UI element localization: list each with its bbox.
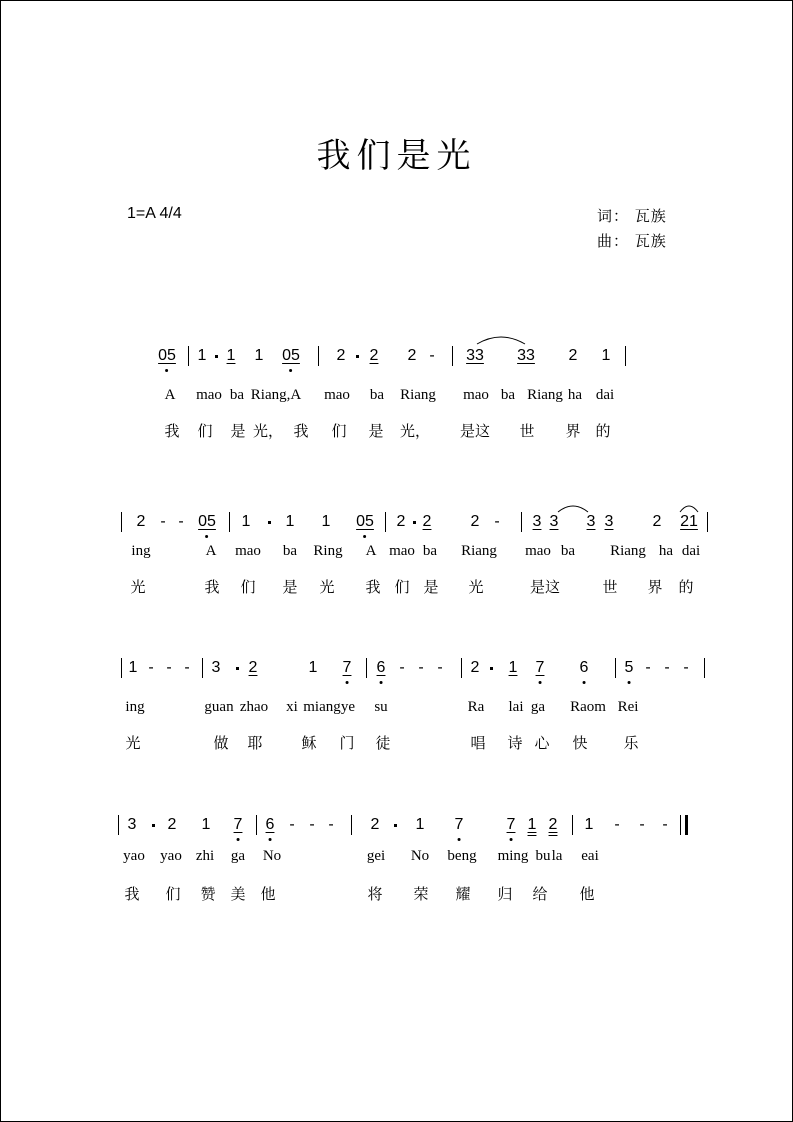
lyric: beng xyxy=(447,848,477,864)
note: 2 xyxy=(422,513,432,530)
lyric: lai xyxy=(508,699,524,715)
chinese-lyric: 的 xyxy=(595,422,611,440)
chinese-lyric: 赞 xyxy=(200,885,216,903)
lyric: Riang xyxy=(610,543,646,559)
barline xyxy=(615,658,616,678)
note: 7 xyxy=(535,659,545,676)
chinese-lyric: 光 xyxy=(125,734,141,752)
lyric: ga xyxy=(530,699,546,715)
note: 6 xyxy=(265,816,275,833)
note: 5 xyxy=(624,659,634,676)
lyric: dai xyxy=(681,543,701,559)
barline xyxy=(366,658,367,678)
lyric: mao xyxy=(389,543,415,559)
lyric: yao xyxy=(160,848,182,864)
lyric: la xyxy=(551,848,563,864)
dash: - xyxy=(683,659,689,676)
barline xyxy=(521,512,522,532)
dash: - xyxy=(309,816,315,833)
note: 05 xyxy=(198,513,216,530)
dash: - xyxy=(399,659,405,676)
lyric: gei xyxy=(366,848,386,864)
dash: - xyxy=(437,659,443,676)
chinese-lyric: 做 xyxy=(213,734,229,752)
lyric: Riang xyxy=(461,543,497,559)
lyric: miang xyxy=(303,699,341,715)
lyric: Ring xyxy=(313,543,343,559)
slur xyxy=(556,502,590,514)
lyric: xi xyxy=(286,699,298,715)
note: 2 xyxy=(407,347,417,364)
lyric: yao xyxy=(123,848,145,864)
chinese-lyric: 是这 xyxy=(529,578,561,596)
note: 1 xyxy=(128,659,138,676)
note: 1 xyxy=(508,659,518,676)
chinese-lyric: 我 xyxy=(293,422,309,440)
dash: - xyxy=(429,347,435,364)
augmentation-dot xyxy=(152,824,155,827)
chinese-lyric: 们 xyxy=(331,422,347,440)
dash: - xyxy=(178,513,184,530)
lyric: su xyxy=(374,699,388,715)
composer-credit: 曲： 瓦族 xyxy=(597,232,667,250)
note: 2 xyxy=(396,513,406,530)
barline xyxy=(625,346,626,366)
note: 3 xyxy=(127,816,137,833)
key-signature: 1=A 4/4 xyxy=(127,205,182,222)
note: 2 xyxy=(369,347,379,364)
slur xyxy=(475,332,527,346)
barline xyxy=(256,815,257,835)
augmentation-dot xyxy=(268,521,271,524)
chinese-lyric: 他 xyxy=(260,885,276,903)
dash: - xyxy=(328,816,334,833)
chinese-lyric: 界 xyxy=(647,578,663,596)
chinese-lyric: 我 xyxy=(124,885,140,903)
dash: - xyxy=(645,659,651,676)
barline xyxy=(461,658,462,678)
note: 7 xyxy=(454,816,464,833)
chinese-lyric: 将 xyxy=(367,885,383,903)
note: 2 xyxy=(548,816,558,833)
chinese-lyric: 我 xyxy=(164,422,180,440)
note: 05 xyxy=(282,347,300,364)
note: 1 xyxy=(584,816,594,833)
barline xyxy=(452,346,453,366)
lyric: ba xyxy=(369,387,385,403)
song-title: 我们是光 xyxy=(316,136,477,176)
chinese-lyric: 给 xyxy=(532,885,548,903)
chinese-lyric: 光 xyxy=(130,578,146,596)
lyric: eai xyxy=(581,848,599,864)
chinese-lyric: 我 xyxy=(204,578,220,596)
chinese-lyric: 界 xyxy=(565,422,581,440)
barline xyxy=(118,815,119,835)
note: 05 xyxy=(158,347,176,364)
barline xyxy=(572,815,573,835)
augmentation-dot xyxy=(215,355,218,358)
note: 7 xyxy=(506,816,516,833)
chinese-lyric: 光 xyxy=(468,578,484,596)
chinese-lyric: 光， xyxy=(399,422,431,440)
lyricist-credit: 词： 瓦族 xyxy=(597,207,667,225)
chinese-lyric: 徒 xyxy=(375,734,391,752)
dash: - xyxy=(148,659,154,676)
lyric: ba xyxy=(282,543,298,559)
lyric: zhao xyxy=(239,699,269,715)
chinese-lyric: 耀 xyxy=(455,885,471,903)
note: 33 xyxy=(466,347,484,364)
note: 1 xyxy=(197,347,207,364)
lyric: mao xyxy=(525,543,551,559)
chinese-lyric: 们 xyxy=(394,578,410,596)
chinese-lyric: 诗 xyxy=(507,734,523,752)
lyric: No xyxy=(410,848,430,864)
lyric: A xyxy=(205,543,217,559)
chinese-lyric: 我 xyxy=(365,578,381,596)
note: 2 xyxy=(370,816,380,833)
note: 1 xyxy=(308,659,318,676)
barline xyxy=(704,658,705,678)
final-barline-thick xyxy=(685,815,688,835)
note: 2 xyxy=(568,347,578,364)
lyric: Riang xyxy=(400,387,436,403)
note: 6 xyxy=(579,659,589,676)
chinese-lyric: 稣 xyxy=(301,734,317,752)
note: 2 xyxy=(167,816,177,833)
slur xyxy=(678,502,700,514)
lyric: ha xyxy=(567,387,583,403)
chinese-lyric: 们 xyxy=(165,885,181,903)
lyric: Ra xyxy=(467,699,485,715)
dash: - xyxy=(662,816,668,833)
lyric: bu xyxy=(535,848,551,864)
dash: - xyxy=(184,659,190,676)
lyric: ba xyxy=(229,387,245,403)
lyric: guan xyxy=(204,699,234,715)
note: 1 xyxy=(321,513,331,530)
note: 2 xyxy=(470,513,480,530)
note: 33 xyxy=(517,347,535,364)
chinese-lyric: 乐 xyxy=(623,734,639,752)
chinese-lyric: 是 xyxy=(423,578,439,596)
chinese-lyric: 唱 xyxy=(470,734,486,752)
note: 1 xyxy=(527,816,537,833)
chinese-lyric: 快 xyxy=(572,734,588,752)
chinese-lyric: 是 xyxy=(230,422,246,440)
lyric: ha xyxy=(658,543,674,559)
note: 3 xyxy=(532,513,542,530)
chinese-lyric: 心 xyxy=(534,734,550,752)
chinese-lyric: 他 xyxy=(579,885,595,903)
note: 6 xyxy=(376,659,386,676)
note: 3 xyxy=(211,659,221,676)
barline xyxy=(707,512,708,532)
lyric: ba xyxy=(560,543,576,559)
lyric: ga xyxy=(230,848,246,864)
lyric: ing xyxy=(125,699,145,715)
note: 05 xyxy=(356,513,374,530)
lyric: Riang xyxy=(527,387,563,403)
augmentation-dot xyxy=(356,355,359,358)
lyric: A xyxy=(365,543,377,559)
chinese-lyric: 荣 xyxy=(413,885,429,903)
note: 1 xyxy=(201,816,211,833)
note: 2 xyxy=(248,659,258,676)
chinese-lyric: 光 xyxy=(319,578,335,596)
dash: - xyxy=(494,513,500,530)
chinese-lyric: 的 xyxy=(678,578,694,596)
barline xyxy=(121,658,122,678)
dash: - xyxy=(166,659,172,676)
lyric: Riang,A xyxy=(250,387,302,403)
note: 2 xyxy=(336,347,346,364)
barline xyxy=(229,512,230,532)
dash: - xyxy=(639,816,645,833)
dash: - xyxy=(614,816,620,833)
chinese-lyric: 是这 xyxy=(459,422,491,440)
augmentation-dot xyxy=(490,667,493,670)
lyric: ba xyxy=(422,543,438,559)
chinese-lyric: 们 xyxy=(197,422,213,440)
note: 1 xyxy=(415,816,425,833)
lyric: No xyxy=(262,848,282,864)
note: 1 xyxy=(254,347,264,364)
chinese-lyric: 是 xyxy=(368,422,384,440)
barline xyxy=(351,815,352,835)
augmentation-dot xyxy=(394,824,397,827)
chinese-lyric: 世 xyxy=(602,578,618,596)
note: 3 xyxy=(549,513,559,530)
note: 7 xyxy=(342,659,352,676)
dash: - xyxy=(289,816,295,833)
dash: - xyxy=(418,659,424,676)
note: 1 xyxy=(601,347,611,364)
note: 2 xyxy=(136,513,146,530)
chinese-lyric: 门 xyxy=(339,734,355,752)
note: 3 xyxy=(604,513,614,530)
barline xyxy=(202,658,203,678)
lyric: Rei xyxy=(617,699,639,715)
lyric: ming xyxy=(497,848,529,864)
augmentation-dot xyxy=(236,667,239,670)
lyric: A xyxy=(164,387,176,403)
note: 2 xyxy=(470,659,480,676)
barline xyxy=(318,346,319,366)
note: 1 xyxy=(226,347,236,364)
note: 1 xyxy=(241,513,251,530)
lyric: mao xyxy=(235,543,261,559)
augmentation-dot xyxy=(413,521,416,524)
barline xyxy=(385,512,386,532)
lyric: mao xyxy=(324,387,350,403)
final-barline-thin xyxy=(680,815,681,835)
lyric: ye xyxy=(340,699,356,715)
lyric: dai xyxy=(595,387,615,403)
chinese-lyric: 是 xyxy=(282,578,298,596)
barline xyxy=(121,512,122,532)
chinese-lyric: 耶 xyxy=(247,734,263,752)
note: 1 xyxy=(285,513,295,530)
chinese-lyric: 光， xyxy=(252,422,284,440)
dash: - xyxy=(664,659,670,676)
lyric: mao xyxy=(463,387,489,403)
chinese-lyric: 们 xyxy=(240,578,256,596)
lyric: ba xyxy=(500,387,516,403)
note: 3 xyxy=(586,513,596,530)
note: 2 xyxy=(652,513,662,530)
chinese-lyric: 美 xyxy=(230,885,246,903)
dash: - xyxy=(160,513,166,530)
chinese-lyric: 世 xyxy=(519,422,535,440)
barline xyxy=(188,346,189,366)
chinese-lyric: 归 xyxy=(497,885,513,903)
lyric: zhi xyxy=(195,848,215,864)
note: 7 xyxy=(233,816,243,833)
note: 21 xyxy=(680,513,698,530)
lyric: mao xyxy=(196,387,222,403)
lyric: Raom xyxy=(570,699,606,715)
lyric: ing xyxy=(131,543,151,559)
